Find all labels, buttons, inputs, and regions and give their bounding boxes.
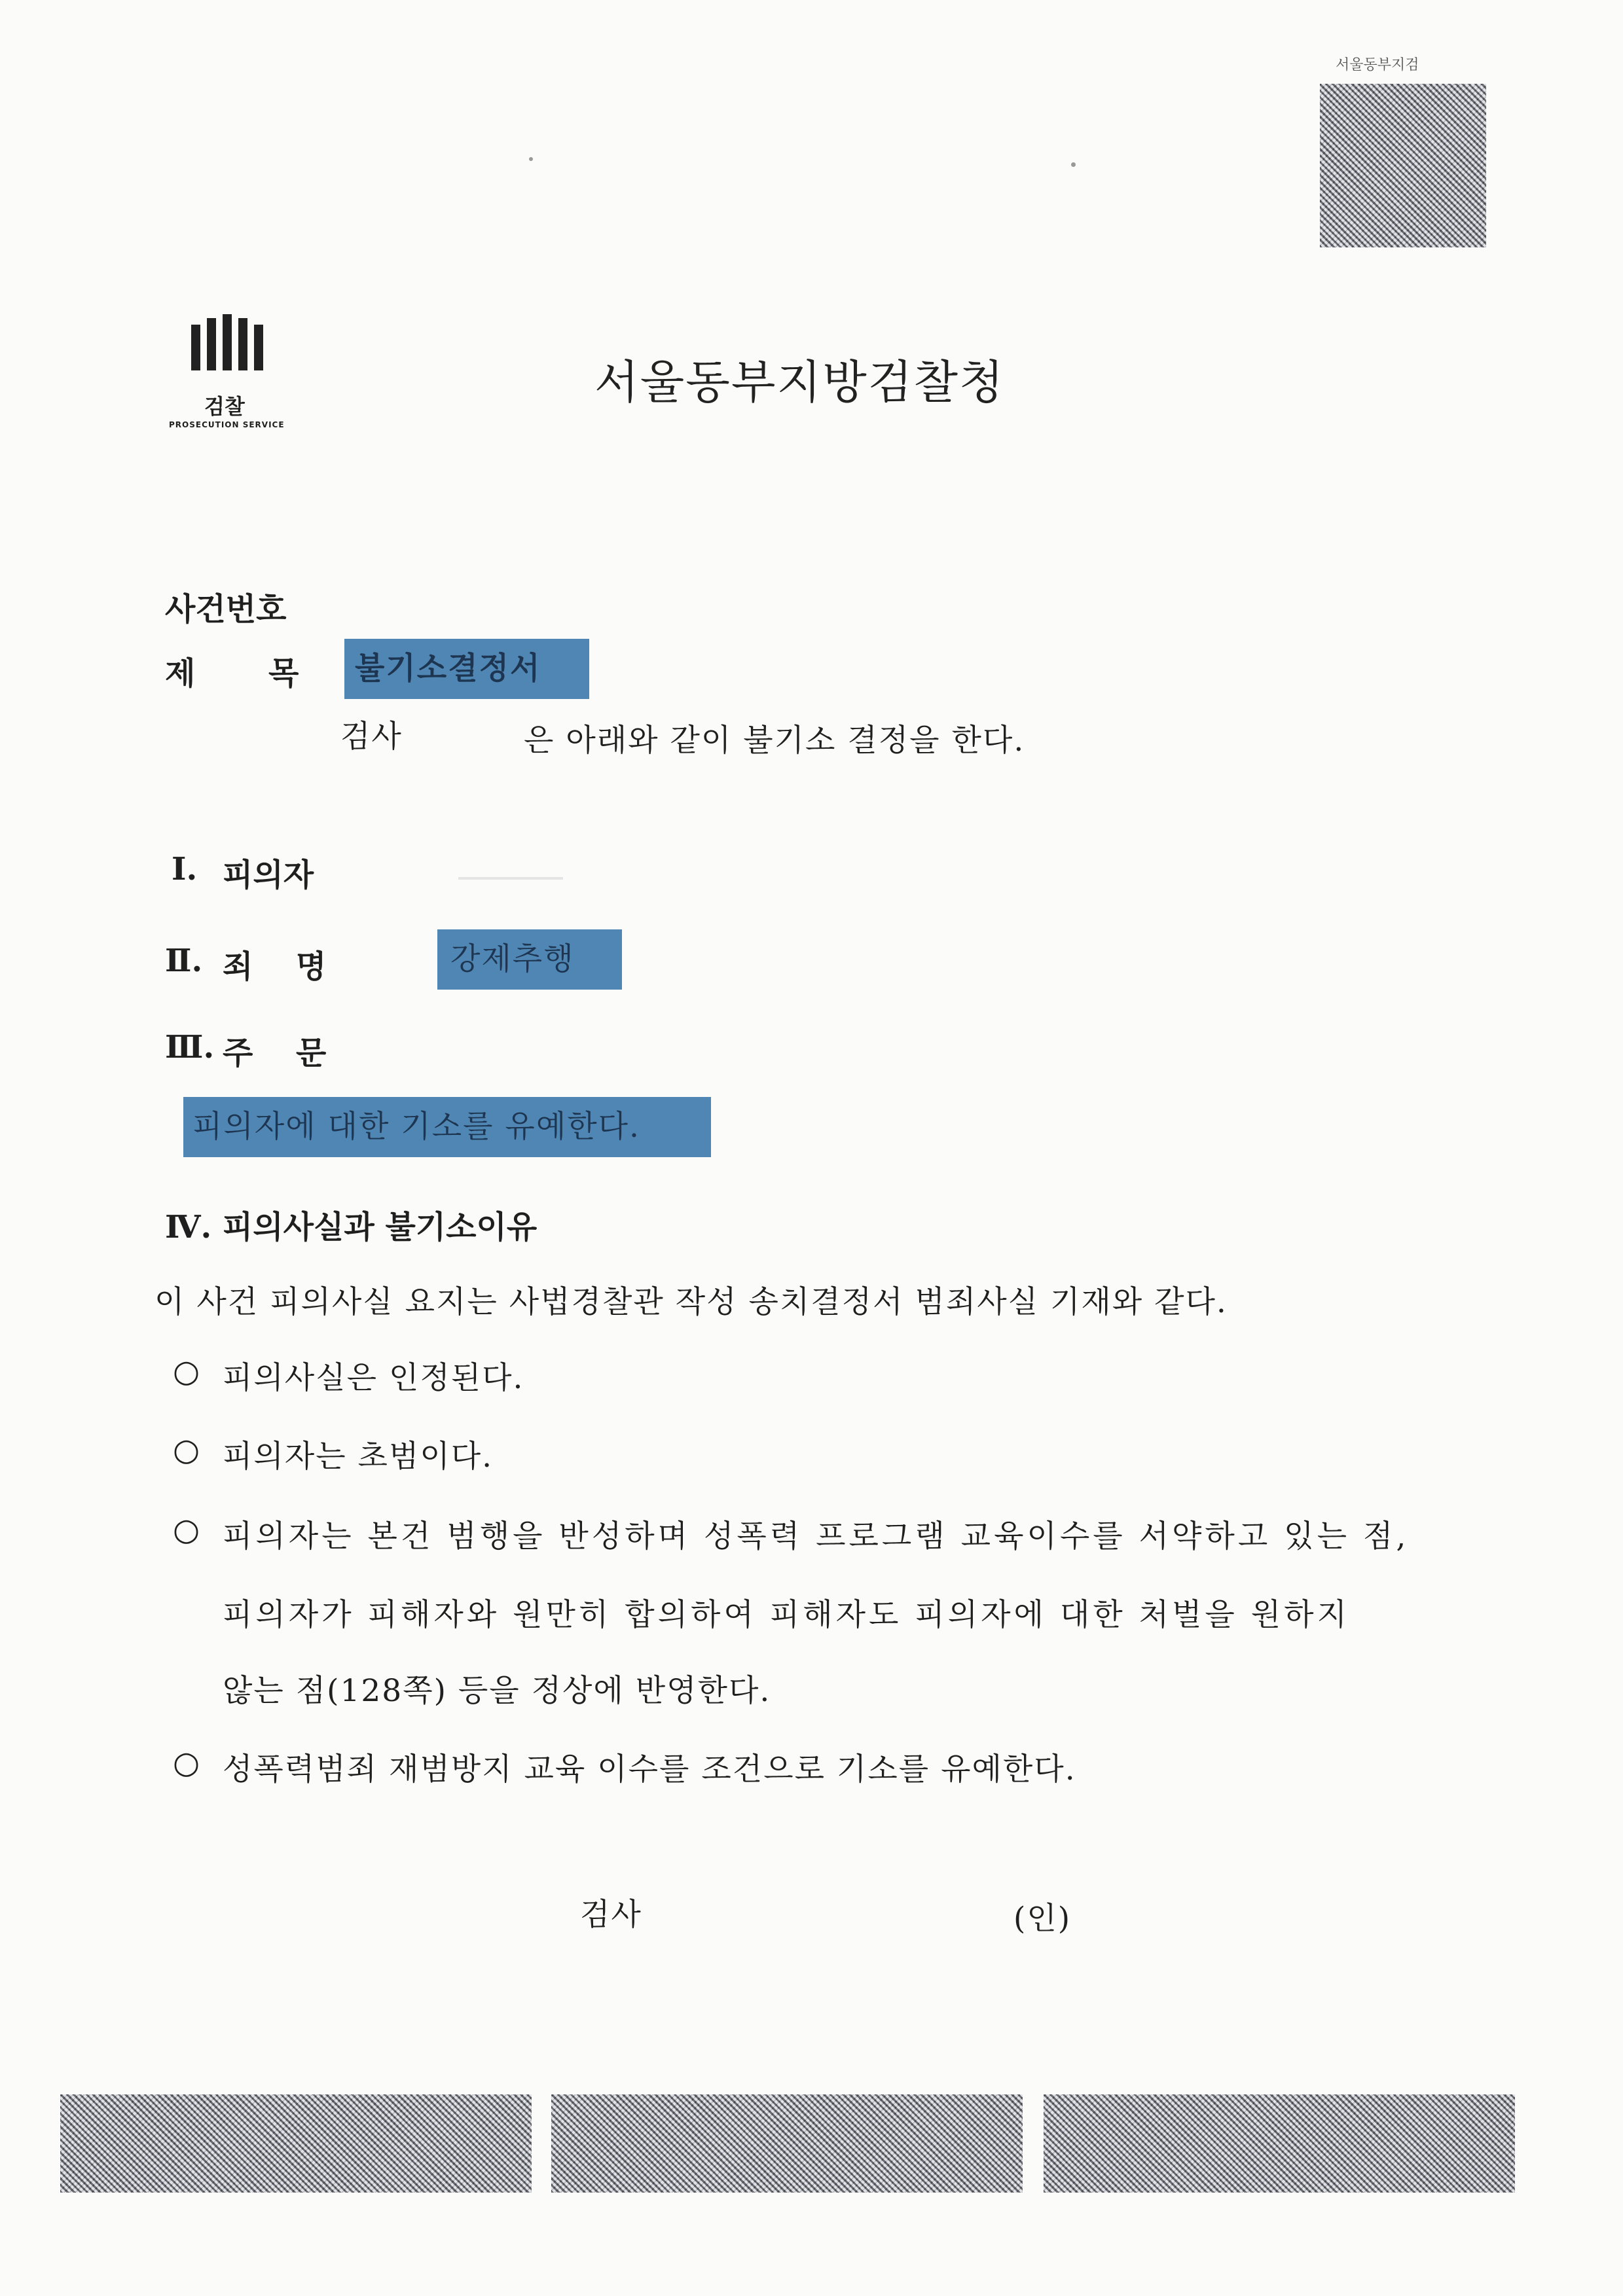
- redacted-barcode-bottom-1: [60, 2094, 532, 2193]
- bullet-icon: ○: [173, 1432, 202, 1468]
- reason-item: 피의자는 초범이다.: [223, 1439, 494, 1475]
- reason-item: 피의사실은 인정된다.: [223, 1360, 524, 1396]
- redacted-barcode-bottom-3: [1044, 2094, 1515, 2193]
- section-4-heading: Ⅳ. 피의사실과 불기소이유: [165, 1209, 538, 1246]
- order-value-highlight: 피의자에 대한 기소를 유예한다.: [183, 1097, 711, 1157]
- intro-prefix: 검사: [340, 719, 403, 755]
- section-3-label-2: 문: [296, 1035, 327, 1071]
- subject-label-1: 제: [165, 655, 196, 692]
- stamp-label: 서울동부지검: [1336, 57, 1419, 73]
- section-2-num: Ⅱ.: [165, 942, 203, 979]
- section-2-label-2: 명: [296, 948, 327, 985]
- subject-value-highlight: 불기소결정서: [344, 639, 589, 699]
- section-3-num: Ⅲ.: [165, 1029, 215, 1066]
- reason-item: 피의자는 본건 범행을 반성하며 성폭력 프로그램 교육이수를 서약하고 있는 점,: [223, 1518, 1410, 1554]
- signature-prosecutor: 검사: [580, 1897, 642, 1933]
- bullet-icon: ○: [173, 1512, 202, 1548]
- reason-item-continued: 않는 점(128쪽) 등을 정상에 반영한다.: [223, 1673, 771, 1709]
- speck: [1071, 162, 1076, 167]
- section-1-label: 피의자: [223, 857, 314, 893]
- office-title: 서울동부지방검찰청: [594, 355, 1005, 409]
- redacted-barcode-top: [1320, 84, 1486, 247]
- section-1-num: Ⅰ.: [172, 851, 198, 888]
- section-2-label-1: 죄: [223, 948, 253, 985]
- bullet-icon: ○: [173, 1354, 202, 1390]
- logo-word: 검찰: [204, 394, 245, 419]
- prosecution-logo-icon: [190, 314, 267, 377]
- subject-label-2: 목: [268, 655, 299, 692]
- redacted-suspect-name: [458, 877, 563, 880]
- speck: [529, 157, 533, 161]
- bullet-icon: ○: [173, 1745, 202, 1781]
- section-3-label-1: 주: [223, 1035, 253, 1071]
- redacted-barcode-bottom-2: [551, 2094, 1023, 2193]
- reasons-intro: 이 사건 피의사실 요지는 사법경찰관 작성 송치결정서 범죄사실 기재와 같다.: [155, 1284, 1228, 1320]
- intro-suffix: 은 아래와 같이 불기소 결정을 한다.: [524, 723, 1025, 759]
- reason-item-continued: 피의자가 피해자와 원만히 합의하여 피해자도 피의자에 대한 처벌을 원하지: [223, 1597, 1350, 1633]
- logo-subtitle: PROSECUTION SERVICE: [169, 420, 285, 429]
- charge-value-highlight: 강제추행: [437, 929, 622, 990]
- case-number-label: 사건번호: [165, 591, 287, 628]
- reason-item: 성폭력범죄 재범방지 교육 이수를 조건으로 기소를 유예한다.: [223, 1751, 1076, 1787]
- signature-seal: (인): [1013, 1901, 1072, 1937]
